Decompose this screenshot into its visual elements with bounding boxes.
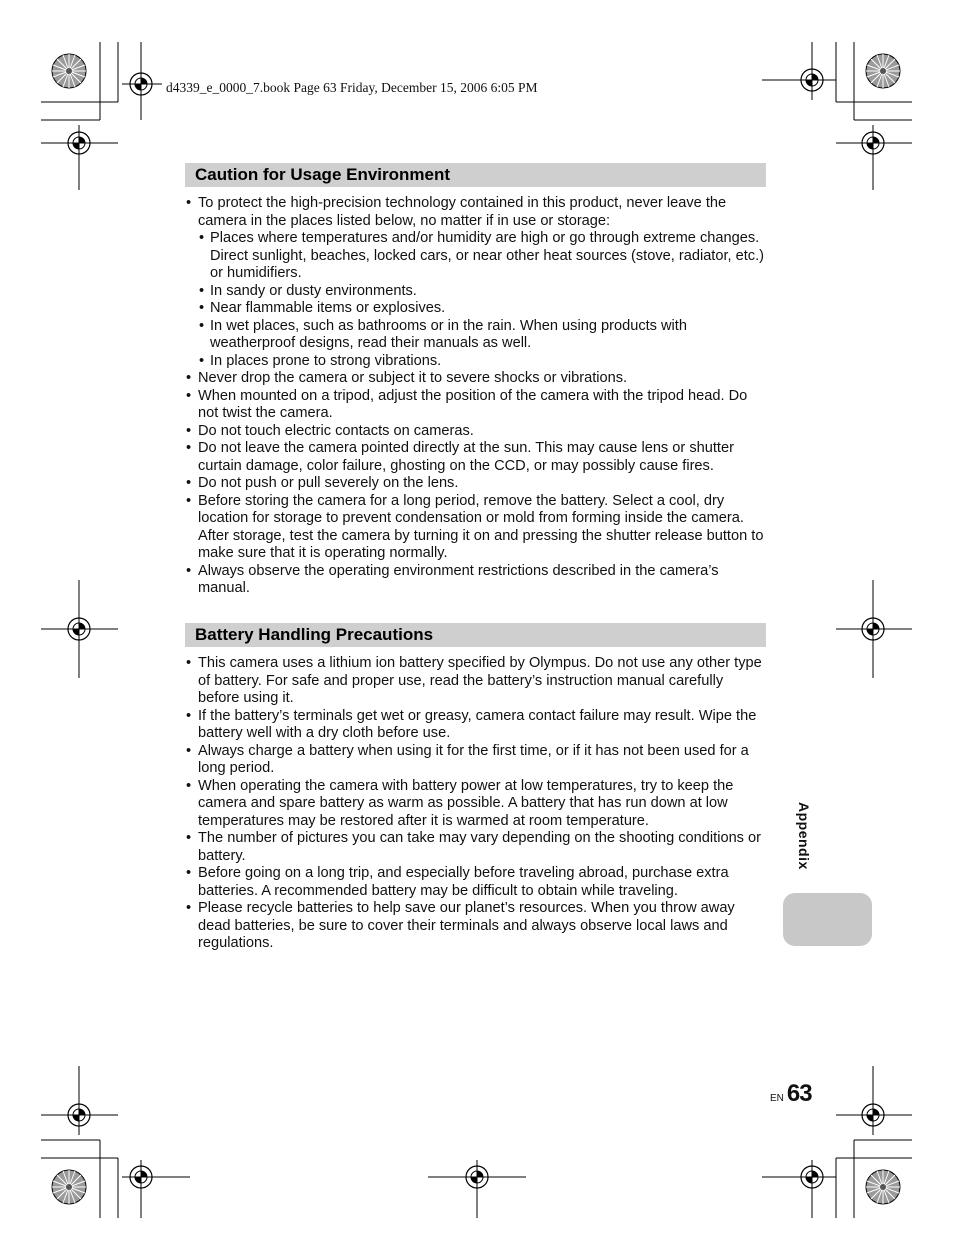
- section-heading-battery-precautions: [185, 623, 766, 647]
- language-code: EN: [770, 1093, 784, 1104]
- sub-list: [198, 230, 765, 370]
- book-file-info: d4339_e_0000_7.book Page 63 Friday, December 15, 2006 6:05 PM: [166, 80, 538, 95]
- usage-environment-list: [185, 195, 765, 598]
- battery-precautions-list: [185, 655, 765, 953]
- list-item: • This camera uses a lithium ion battery specified by Olympus. Do not use any other type of battery. For safe and proper use, read the battery’s instruction manual carefully before using it.: [185, 655, 765, 708]
- page-number: [770, 1080, 812, 1108]
- sub-list-item: • Places where temperatures and/or humidity are high or go through extreme changes. Direct sunlight, beaches, locked cars, or near other heat sources (stove, radiator, etc.) or humidifiers.: [198, 230, 765, 283]
- sub-list-item: • In places prone to strong vibrations.: [198, 353, 765, 371]
- list-item: • Never drop the camera or subject it to severe shocks or vibrations.: [185, 370, 765, 388]
- list-item: • Always charge a battery when using it for the first time, or if it has not been used for a long period.: [185, 743, 765, 778]
- section-title: Battery Handling Precautions: [195, 625, 434, 644]
- list-item: • Always observe the operating environment restrictions described in the camera’s manual.: [185, 563, 765, 598]
- list-item: • Before storing the camera for a long period, remove the battery. Select a cool, dry location for storage to prevent condensation or mold from forming inside the camera. After storage, test the camera by turning it on and pressing the shutter release button to make sure that it is operating normally.: [185, 493, 765, 563]
- appendix-side-label: Appendix: [796, 802, 812, 870]
- sub-list-item: • Near flammable items or explosives.: [198, 300, 765, 318]
- sub-list-item: • In sandy or dusty environments.: [198, 283, 765, 301]
- list-item: • Please recycle batteries to help save our planet’s resources. When you throw away dead batteries, be sure to cover their terminals and always observe local laws and regulations.: [185, 900, 765, 953]
- section-heading-usage-environment: [185, 163, 766, 187]
- list-item: • If the battery’s terminals get wet or greasy, camera contact failure may result. Wipe the battery well with a dry cloth before use.: [185, 708, 765, 743]
- list-item: • When mounted on a tripod, adjust the position of the camera with the tripod head. Do not twist the camera.: [185, 388, 765, 423]
- list-item: • Do not push or pull severely on the lens.: [185, 475, 765, 493]
- page-number-value: 63: [786, 1080, 812, 1107]
- list-item: • Before going on a long trip, and especially before traveling abroad, purchase extra batteries. A recommended battery may be difficult to obtain while traveling.: [185, 865, 765, 900]
- list-item: • The number of pictures you can take may vary depending on the shooting conditions or battery.: [185, 830, 765, 865]
- section-title: Caution for Usage Environment: [195, 165, 451, 184]
- list-item: • Do not leave the camera pointed directly at the sun. This may cause lens or shutter curtain damage, color failure, ghosting on the CCD, or may possibly cause fires.: [185, 440, 765, 475]
- list-item: • When operating the camera with battery power at low temperatures, try to keep the camera and spare battery as warm as possible. A battery that has run down at low temperatures may be restored after it is warmed at room temperature.: [185, 778, 765, 831]
- chapter-tab: [783, 893, 872, 946]
- list-item: • Do not touch electric contacts on cameras.: [185, 423, 765, 441]
- list-item: • To protect the high-precision technology contained in this product, never leave the camera in the places listed below, no matter if in use or storage: • Places where temperatures and/or humidity are high or go through extreme changes. Direct sunlight, beaches, locked cars, or near other heat sources (stove, radiator, etc.) or humidifiers. • In sandy or dusty environments. • Near flammable items or explosives. • In wet places, such as bathrooms or in the rain. When using products with weatherproof designs, read their manuals as well. • In places prone to strong vibrations.: [185, 195, 765, 370]
- sub-list-item: • In wet places, such as bathrooms or in the rain. When using products with weatherproof designs, read their manuals as well.: [198, 318, 765, 353]
